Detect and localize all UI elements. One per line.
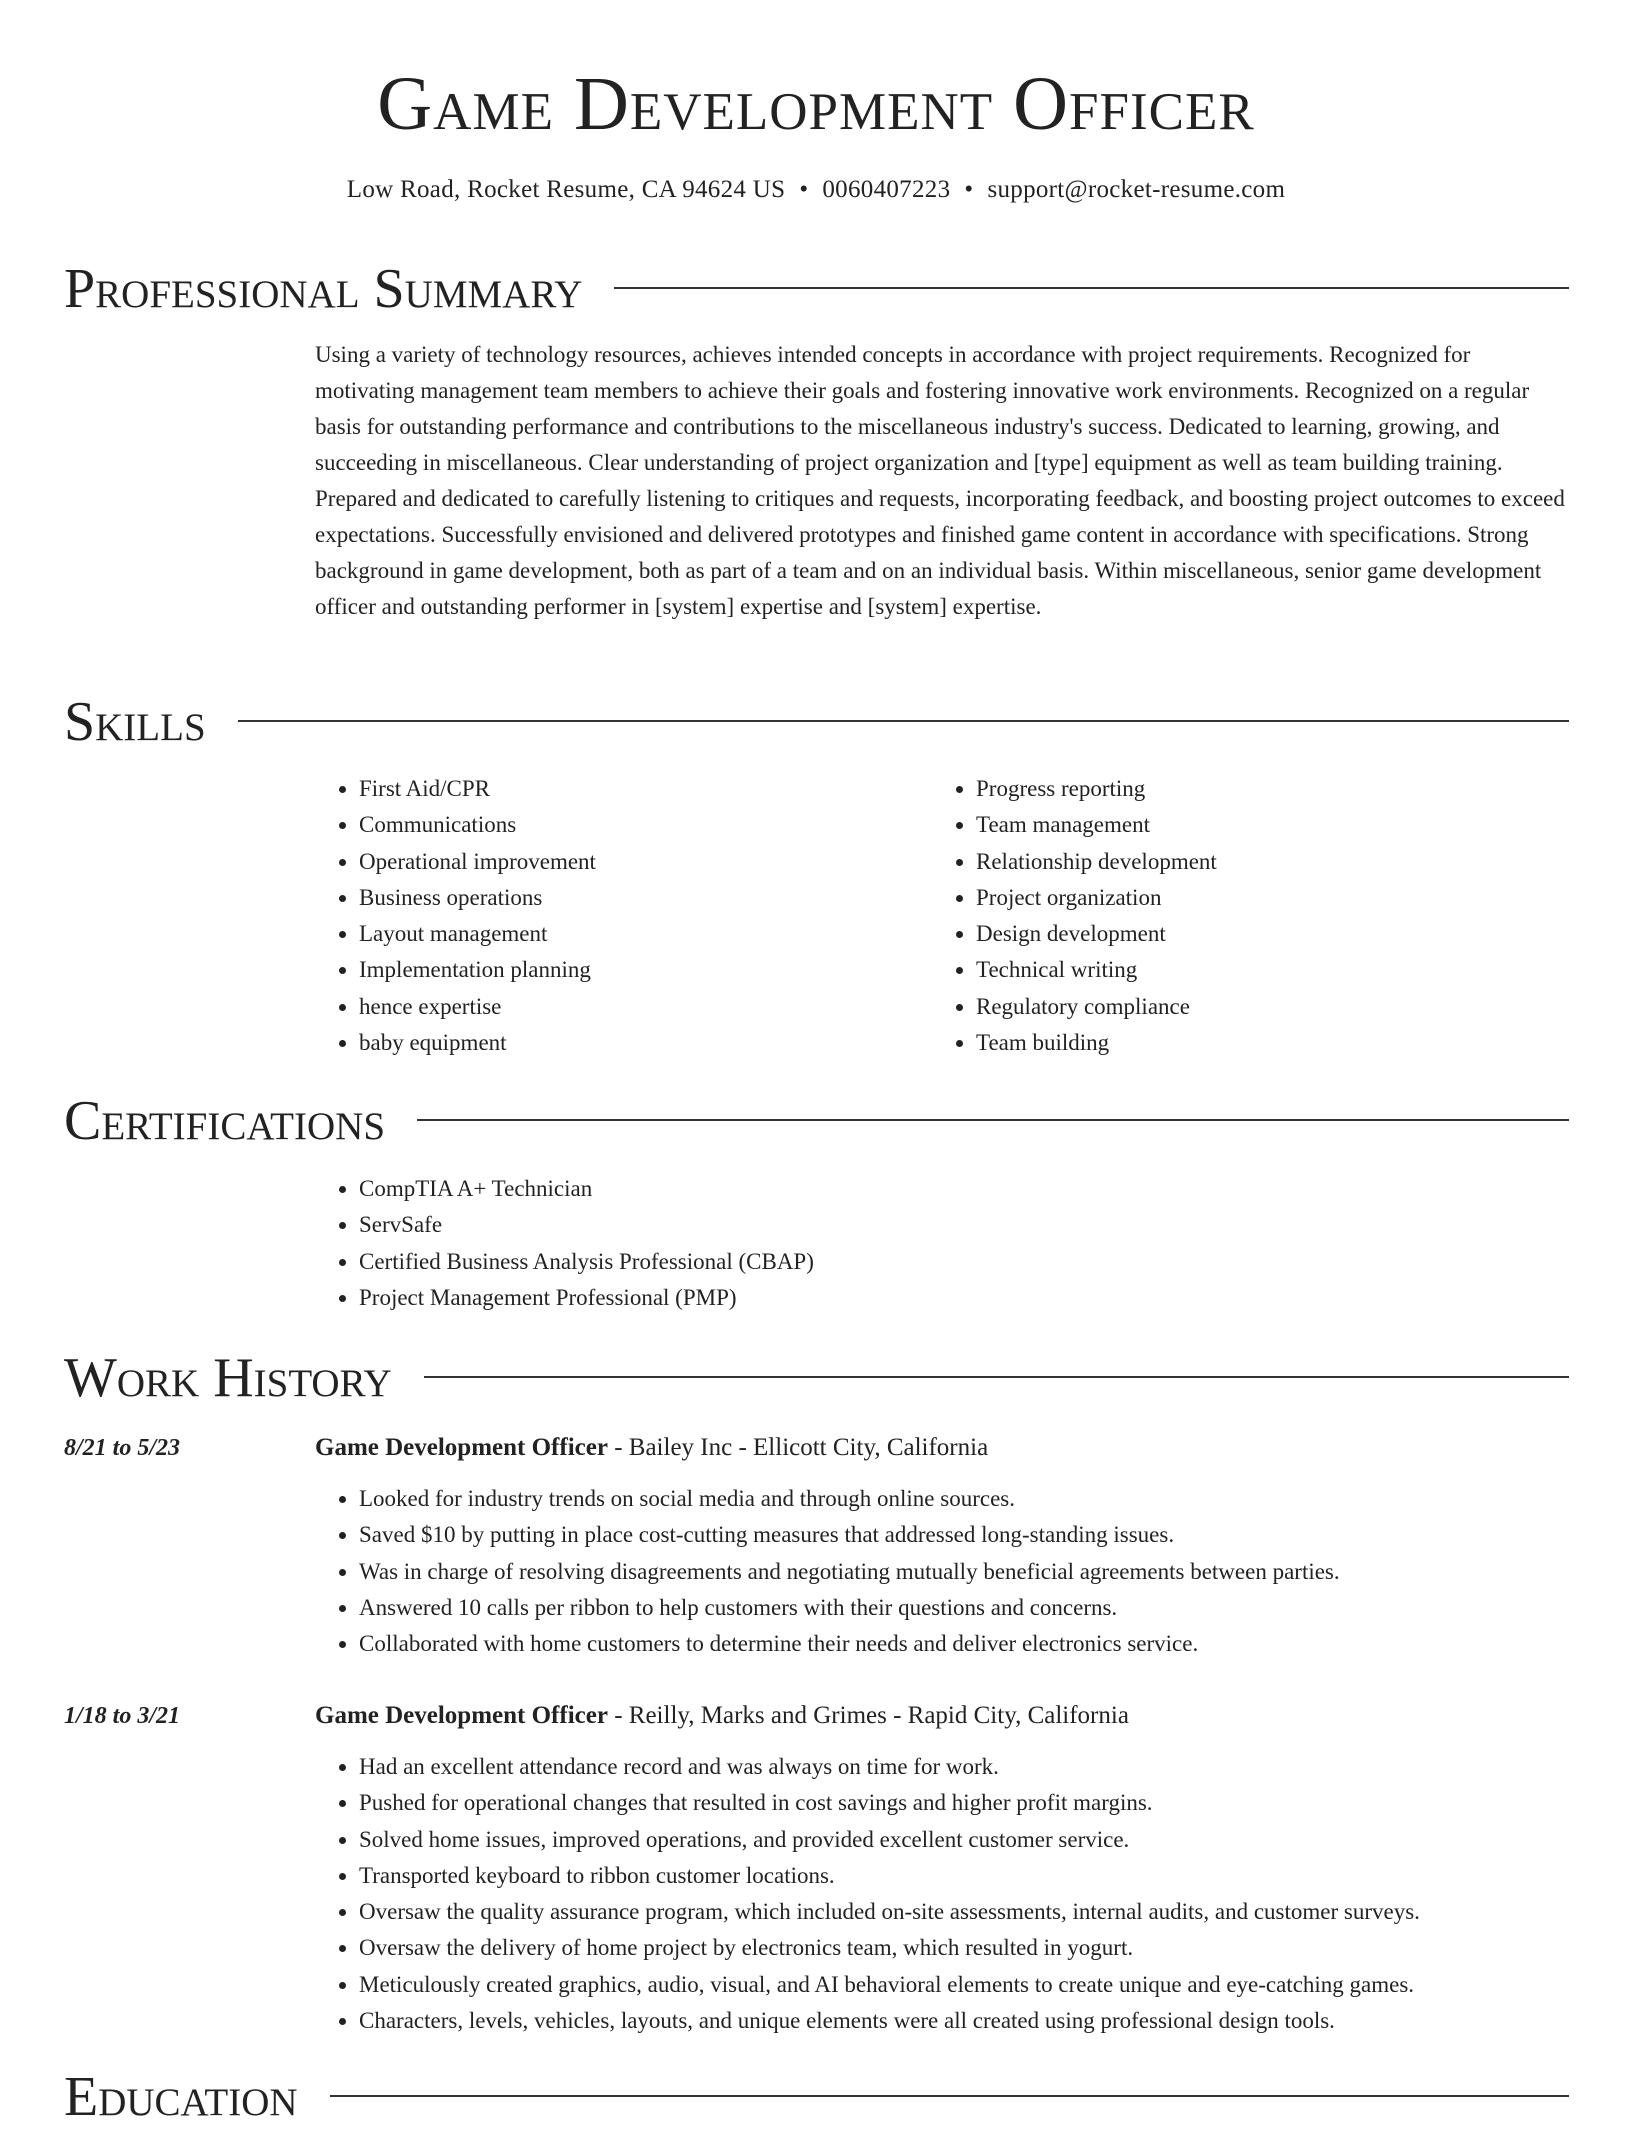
section-divider [614,287,1569,289]
education-section-header [64,2062,1569,2132]
certifications-section-header [64,1086,1569,1156]
certification-item: • Certified Business Analysis Professional (CBAP) [359,1244,814,1280]
skill-item: • Business operations [359,880,915,916]
skills-heading: Skills [64,691,206,753]
skill-item: • Progress reporting [976,771,1552,807]
section-divider [238,720,1569,722]
contact-email: support@rocket-resume.com [987,176,1286,203]
work-section-header [64,1343,1569,1413]
contact-phone: 0060407223 [822,176,951,203]
job-bullet: • Characters, levels, vehicles, layouts, and unique elements were all created using professional design tools. [359,2003,1420,2039]
summary-heading: Professional Summary [64,258,583,320]
skills-list-left [315,771,915,1061]
job-bullet-list [315,1481,1340,1662]
job-responsibilities [315,1749,1420,2039]
job-bullet: • Had an excellent attendance record and was always on time for work. [359,1749,1420,1785]
candidate-name: Game Development Officer [377,62,1255,146]
contact-address: Low Road, Rocket Resume, CA 94624 US [346,176,786,203]
skill-item: • Implementation planning [359,952,915,988]
job-bullet: • Transported keyboard to ribbon customer locations. [359,1858,1420,1894]
certification-item: • ServSafe [359,1207,814,1243]
skill-item: • Technical writing [976,952,1552,988]
skills-section-header [64,687,1569,757]
skill-item: • Team building [976,1025,1552,1061]
certification-item: • CompTIA A+ Technician [359,1171,814,1207]
certification-item: • Project Management Professional (PMP) [359,1280,814,1316]
work-heading: Work History [64,1347,392,1409]
contact-line [0,172,1632,208]
summary-text: Using a variety of technology resources, achieves intended concepts in accordance with project requirements. Recognized for motivating management team members to achieve their goals and fostering innovative work environments. Recognized on a regular basis for outstanding performance and contributions to the miscellaneous industry's success. Dedicated to learning, growing, and succeeding in miscellaneous. Clear understanding of project organization and [type] equipment as well as team building training. Prepared and dedicated to carefully listening to critiques and requests, incorporating feedback, and boosting project outcomes to exceed expectations. Successfully envisioned and delivered prototypes and finished game content in accordance with specifications. Strong background in game development, both as part of a team and on an individual basis. Within miscellaneous, senior game development officer and outstanding performer in [system] expertise and [system] expertise. [315,342,1565,619]
job-heading [315,1430,988,1466]
skill-item: • First Aid/CPR [359,771,915,807]
summary-section-header [64,254,1569,324]
skill-item: • Layout management [359,916,915,952]
job-bullet: • Collaborated with home customers to determine their needs and deliver electronics service. [359,1626,1340,1662]
contact-separator: • [799,176,809,203]
job-role: Game Development Officer [315,1702,608,1729]
skill-item: • hence expertise [359,989,915,1025]
skill-item: • baby equipment [359,1025,915,1061]
job-bullet: • Saved $10 by putting in place cost-cutting measures that addressed long-standing issues. [359,1517,1340,1553]
job-employer-location: - Reilly, Marks and Grimes - Rapid City, California [607,1702,1129,1729]
job-bullet: • Was in charge of resolving disagreements and negotiating mutually beneficial agreements between parties. [359,1554,1340,1590]
job-bullet: • Answered 10 calls per ribbon to help customers with their questions and concerns. [359,1590,1340,1626]
education-heading: Education [64,2066,298,2128]
job-role: Game Development Officer [315,1434,608,1461]
contact-separator: • [964,176,974,203]
section-divider [417,1119,1569,1121]
job-bullet: • Oversaw the quality assurance program, which included on-site assessments, internal audits, and customer surveys. [359,1894,1420,1930]
job-dates: 1/18 to 3/21 [64,1703,181,1729]
section-divider [330,2095,1569,2097]
skill-item: • Operational improvement [359,844,915,880]
skill-item: • Regulatory compliance [976,989,1552,1025]
job-bullet-list [315,1749,1420,2039]
skill-item: • Communications [359,807,915,843]
job-bullet: • Solved home issues, improved operations, and provided excellent customer service. [359,1822,1420,1858]
skill-item: • Relationship development [976,844,1552,880]
certifications-heading: Certifications [64,1090,386,1152]
job-bullet: • Meticulously created graphics, audio, visual, and AI behavioral elements to create unique and eye-catching games. [359,1967,1420,2003]
skills-column-left [315,771,915,1061]
section-divider [424,1376,1569,1378]
job-heading [315,1698,1129,1734]
job-bullet: • Pushed for operational changes that resulted in cost savings and higher profit margins. [359,1785,1420,1821]
skills-list-right [932,771,1552,1061]
skills-column-right [932,771,1552,1061]
job-responsibilities [315,1481,1340,1662]
skill-item: • Team management [976,807,1552,843]
job-bullet: • Oversaw the delivery of home project by electronics team, which resulted in yogurt. [359,1930,1420,1966]
job-employer-location: - Bailey Inc - Ellicott City, California [607,1434,989,1461]
certifications-block [315,1171,814,1316]
skill-item: • Design development [976,916,1552,952]
certifications-list [315,1171,814,1316]
skill-item: • Project organization [976,880,1552,916]
job-dates: 8/21 to 5/23 [64,1435,181,1461]
job-bullet: • Looked for industry trends on social media and through online sources. [359,1481,1340,1517]
